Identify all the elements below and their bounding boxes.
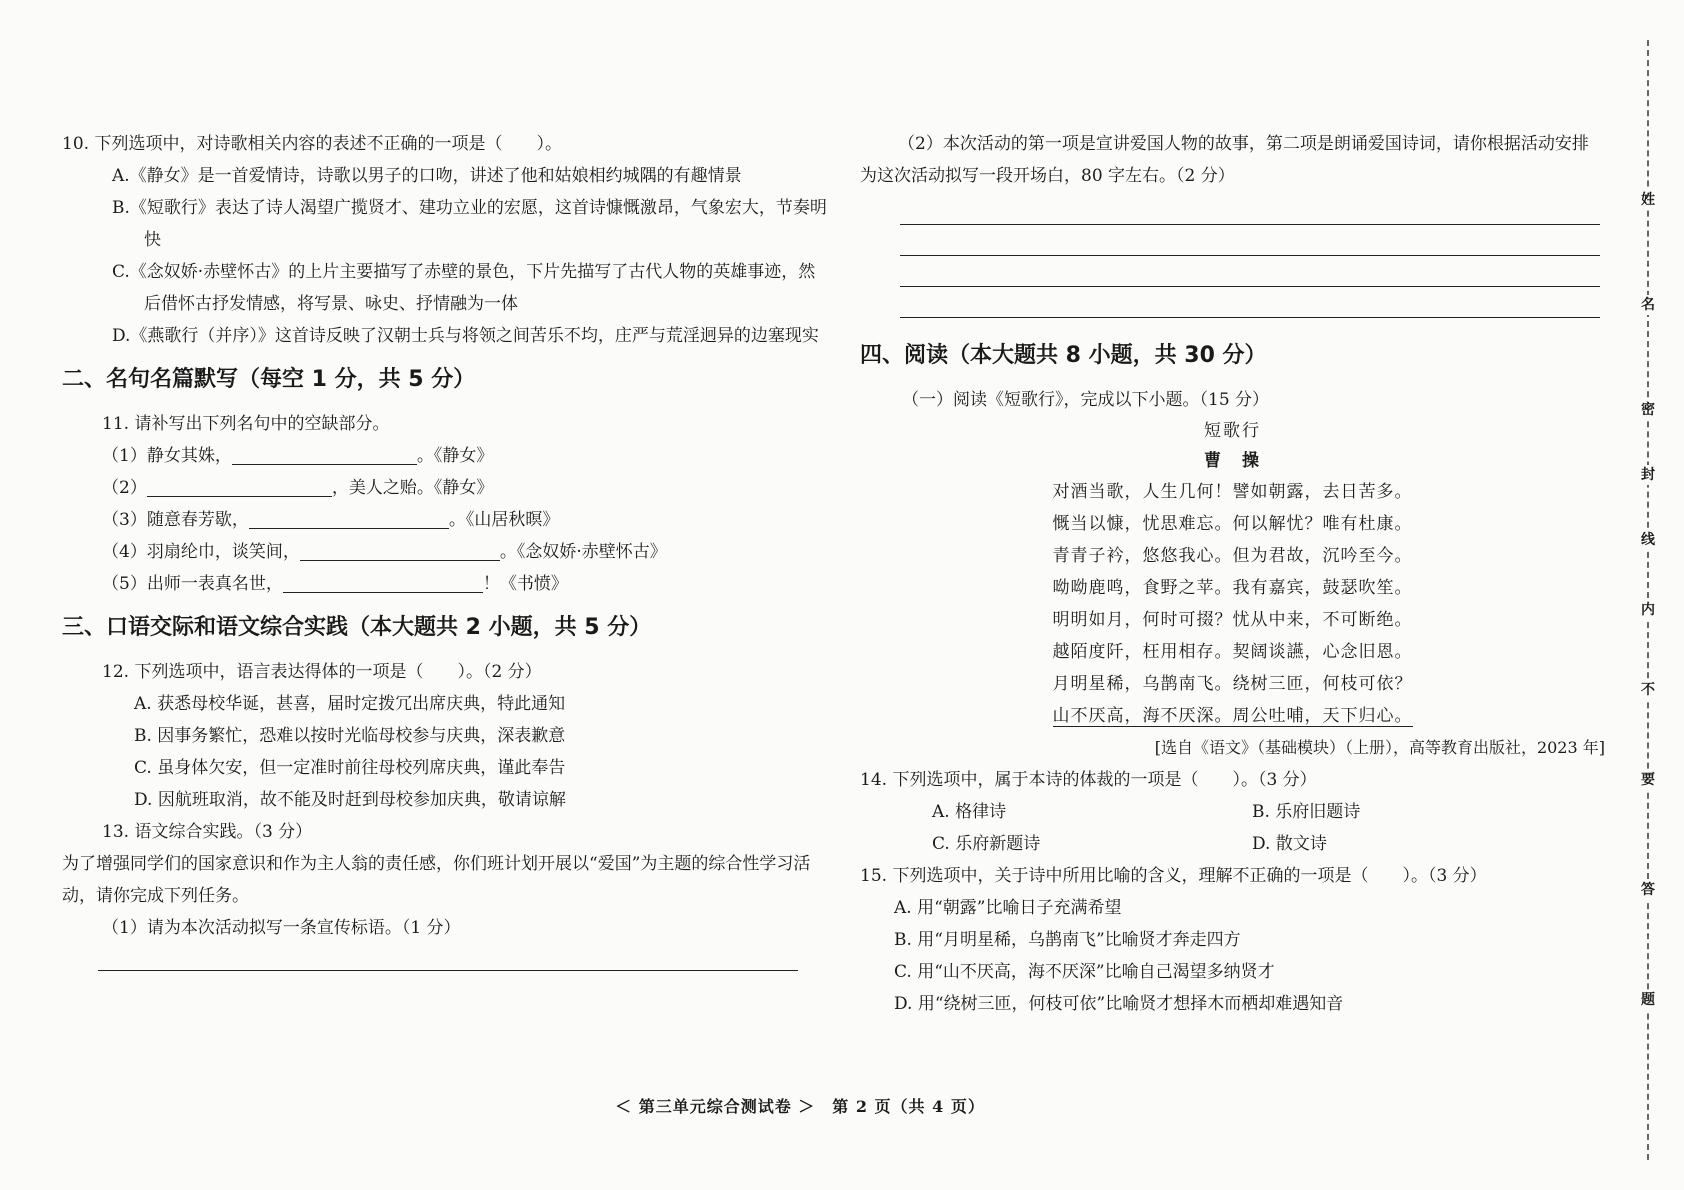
q11-item-2-post: ，美人之贻。《静女》: [331, 478, 494, 498]
poem-line: 对酒当歌，人生几何！譬如朝露，去日苦多。: [1052, 482, 1413, 502]
q15-option-a: A. 用“朝露”比喻日子充满希望: [894, 898, 1122, 918]
binding-char: 不: [1636, 680, 1660, 700]
q14-option-b: B. 乐府旧题诗: [1252, 802, 1361, 822]
q11-blank-5[interactable]: [283, 572, 483, 593]
q11-item-5-post: ！《书愤》: [482, 574, 568, 594]
poem-line: 呦呦鹿鸣，食野之苹。我有嘉宾，鼓瑟吹笙。: [1052, 578, 1413, 598]
q13-task1: （1）请为本次活动拟写一条宣传标语。（1 分）: [102, 918, 461, 938]
q11-stem: 11. 请补写出下列名句中的空缺部分。: [102, 414, 390, 434]
q11-item-1-pre: （1）静女其姝，: [102, 446, 232, 466]
poem-line-8-text: 山不厌高，海不厌深。周公吐哺，天下归心。: [1052, 706, 1413, 726]
q11-item-5-pre: （5）出师一表真名世，: [102, 574, 283, 594]
section-2-heading: 二、名句名篇默写（每空 1 分，共 5 分）: [62, 367, 476, 392]
poem-line: 月明星稀，乌鹊南飞。绕树三匝，何枝可依？: [1052, 674, 1413, 694]
binding-char: 内: [1636, 600, 1660, 620]
binding-char: 答: [1636, 880, 1660, 900]
poem-line: 青青子衿，悠悠我心。但为君故，沉吟至今。: [1052, 546, 1413, 566]
poem-author: 曹 操: [1204, 451, 1261, 471]
task2-answer-lines: [900, 204, 1600, 318]
q11-item-1-post: 。《静女》: [416, 446, 494, 466]
right-column: [860, 128, 1605, 1020]
binding-char: 线: [1636, 530, 1660, 550]
q11-item-3-post: 。《山居秋暝》: [448, 510, 560, 530]
answer-line-3[interactable]: [900, 256, 1600, 287]
reading-part-1-intro: （一）阅读《短歌行》，完成以下小题。（15 分）: [902, 390, 1270, 410]
q14-options-row-2: [860, 828, 1605, 860]
q11-item-4: [62, 536, 832, 568]
q11-item-5: [62, 568, 832, 600]
q11-blank-2[interactable]: [147, 476, 332, 497]
answer-line-2[interactable]: [900, 225, 1600, 256]
poem-title: 短歌行: [1204, 421, 1261, 441]
answer-line-4[interactable]: [900, 287, 1600, 318]
q11-item-3: [62, 504, 832, 536]
q13-task1-answer-line[interactable]: [98, 970, 798, 971]
section-3-heading: 三、口语交际和语文综合实践（本大题共 2 小题，共 5 分）: [62, 615, 652, 640]
poem-line-underlined: [860, 700, 1605, 732]
poem-line: 越陌度阡，枉用相存。契阔谈讌，心念旧恩。: [1052, 642, 1413, 662]
q15-option-d: D. 用“绕树三匝，何枝可依”比喻贤才想择木而栖却难遇知音: [894, 994, 1344, 1014]
answer-line-1[interactable]: [900, 204, 1600, 225]
q14-option-d: D. 散文诗: [1252, 834, 1327, 854]
q14-stem: 14. 下列选项中，属于本诗的体裁的一项是（ ）。（3 分）: [860, 770, 1317, 790]
binding-margin: [1636, 40, 1660, 1160]
q14-option-a: A. 格律诗: [932, 802, 1007, 822]
q11-item-3-pre: （3）随意春芳歇，: [102, 510, 249, 530]
q10-option-c: C.《念奴娇·赤壁怀古》的上片主要描写了赤壁的景色，下片先描写了古代人物的英雄事迹，然后借怀古抒发情感，将写景、咏史、抒情融为一体: [112, 262, 816, 314]
binding-char: 要: [1636, 770, 1660, 790]
binding-char: 姓: [1636, 190, 1660, 210]
page-footer: ＜ 第三单元综合测试卷 ＞ 第 2 页（共 4 页）: [615, 1097, 985, 1116]
q15-stem: 15. 下列选项中，关于诗中所用比喻的含义，理解不正确的一项是（ ）。（3 分）: [860, 866, 1487, 886]
q12-option-c: C. 虽身体欠安，但一定准时前往母校列席庆典，谨此奉告: [134, 758, 566, 778]
q14-options-row-1: [860, 796, 1605, 828]
q10-stem: 10. 下列选项中，对诗歌相关内容的表述不正确的一项是（ ）。: [62, 134, 562, 154]
q14-option-c: C. 乐府新题诗: [932, 834, 1041, 854]
q11-item-2-pre: （2）: [102, 478, 147, 498]
section-4-heading: 四、阅读（本大题共 8 小题，共 30 分）: [860, 343, 1267, 368]
q13-intro: 为了增强同学们的国家意识和作为主人翁的责任感，你们班计划开展以“爱国”为主题的综合性学习活动，请你完成下列任务。: [62, 854, 811, 906]
q11-item-1: [62, 440, 832, 472]
q11-item-4-pre: （4）羽扇纶巾，谈笑间，: [102, 542, 300, 562]
q10-option-d: D.《燕歌行（并序）》这首诗反映了汉朝士兵与将领之间苦乐不均，庄严与荒淫迥异的边塞现实: [112, 326, 819, 346]
poem-source: [选自《语文》（基础模块）（上册），高等教育出版社，2023 年]: [1154, 738, 1605, 757]
q12-stem: 12. 下列选项中，语言表达得体的一项是（ ）。（2 分）: [102, 662, 542, 682]
poem-line: 慨当以慷，忧思难忘。何以解忧？唯有杜康。: [1052, 514, 1413, 534]
binding-char: 名: [1636, 295, 1660, 315]
q11-blank-3[interactable]: [249, 508, 449, 529]
q13-task2: （2）本次活动的第一项是宣讲爱国人物的故事，第二项是朗诵爱国诗词，请你根据活动安排为这次活动拟写一段开场白，80 字左右。（2 分）: [860, 134, 1589, 186]
q12-option-a: A. 获悉母校华诞，甚喜，届时定拨冗出席庆典，特此通知: [134, 694, 566, 714]
q12-option-d: D. 因航班取消，故不能及时赶到母校参加庆典，敬请谅解: [134, 790, 566, 810]
q12-option-b: B. 因事务繁忙，恐难以按时光临母校参与庆典，深表歉意: [134, 726, 566, 746]
binding-char: 密: [1636, 400, 1660, 420]
q11-item-2: [62, 472, 832, 504]
binding-char: 封: [1636, 465, 1660, 485]
left-column: [62, 128, 832, 971]
q11-blank-1[interactable]: [232, 444, 417, 465]
poem-line: 明明如月，何时可掇？忧从中来，不可断绝。: [1052, 610, 1413, 630]
q10-option-a: A.《静女》是一首爱情诗，诗歌以男子的口吻，讲述了他和姑娘相约城隅的有趣情景: [112, 166, 742, 186]
binding-char: 题: [1636, 990, 1660, 1010]
q11-item-4-post: 。《念奴娇·赤壁怀古》: [499, 542, 667, 562]
q10-option-b: B.《短歌行》表达了诗人渴望广揽贤才、建功立业的宏愿，这首诗慷慨激昂，气象宏大，节奏明快: [112, 198, 827, 250]
q15-option-b: B. 用“月明星稀，乌鹊南飞”比喻贤才奔走四方: [894, 930, 1241, 950]
q13-stem: 13. 语文综合实践。（3 分）: [102, 822, 313, 842]
q11-blank-4[interactable]: [300, 540, 500, 561]
q15-option-c: C. 用“山不厌高，海不厌深”比喻自己渴望多纳贤才: [894, 962, 1275, 982]
